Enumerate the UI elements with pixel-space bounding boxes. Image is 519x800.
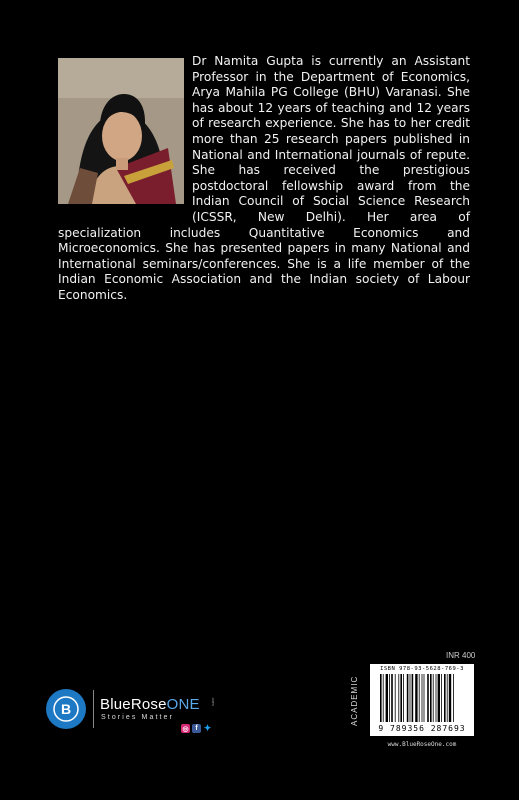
photo-spacer bbox=[58, 54, 192, 212]
publisher-tagline: Stories Matter bbox=[101, 714, 174, 721]
barcode-bar bbox=[383, 674, 384, 722]
instagram-icon: ◎ bbox=[182, 725, 189, 733]
barcode-bar bbox=[438, 674, 440, 722]
isbn-label: ISBN 978-93-5628-769-3 bbox=[380, 666, 464, 672]
barcode-bar bbox=[436, 674, 437, 722]
barcode-bar bbox=[430, 674, 432, 722]
barcode-bar bbox=[395, 674, 396, 722]
barcode-bar bbox=[424, 674, 425, 722]
barcode-bar bbox=[453, 674, 454, 722]
facebook-icon: f bbox=[192, 724, 201, 733]
barcode-bar bbox=[391, 674, 393, 722]
genre-label: ACADEMIC bbox=[350, 675, 359, 727]
price-label: INR 400 bbox=[446, 651, 476, 660]
barcode-bar bbox=[400, 674, 402, 722]
barcode-bar bbox=[386, 674, 388, 722]
logo-divider bbox=[93, 690, 94, 728]
publisher-logo-icon bbox=[46, 689, 86, 729]
barcode-bar bbox=[380, 674, 382, 722]
publisher-name bbox=[100, 696, 200, 713]
logo-letter: B bbox=[60, 701, 72, 717]
barcode-bar bbox=[410, 674, 411, 722]
barcode-bar bbox=[427, 674, 429, 722]
barcode-bar bbox=[433, 674, 434, 722]
barcode-bar bbox=[403, 674, 404, 722]
publisher-name-part2: ONE bbox=[166, 696, 200, 713]
social-icons bbox=[181, 724, 212, 733]
barcode-bar bbox=[444, 674, 446, 722]
barcode-bars bbox=[380, 674, 464, 724]
publisher-name-part1: BlueRose bbox=[100, 696, 167, 713]
barcode-bar bbox=[419, 674, 420, 722]
barcode-bar bbox=[389, 674, 390, 722]
barcode-bar bbox=[407, 674, 409, 722]
barcode-digits: 9 789356 287693 bbox=[378, 724, 466, 733]
publisher-com-suffix: .com bbox=[211, 697, 216, 706]
barcode-bar bbox=[447, 674, 448, 722]
barcode-bar bbox=[422, 674, 423, 722]
bio-text: Dr Namita Gupta is currently an Assistant Professor in the Department of Economics, Arya Mahila PG College (BHU) Varanasi. She has about 12 years of teaching and 12 years of research experience. She has to her credit more than 25 research papers published in National and International journals of repute. She has received the prestigious postdoctoral fellowship award from the Indian Council of Social Science Research (ICSSR, New Delhi). Her area of specialization includes Quantitative Economics and Microeconomics. She has presented papers in many National and International seminars/conferences. She is a life member of the Indian Economic Association and the Indian society of Labour Economics. bbox=[58, 54, 470, 302]
barcode-bar bbox=[415, 674, 417, 722]
publisher-website: www.BlueRoseOne.com bbox=[387, 741, 457, 748]
isbn-barcode bbox=[370, 664, 474, 736]
barcode-bar bbox=[412, 674, 414, 722]
barcode-bar bbox=[441, 674, 442, 722]
barcode-bar bbox=[398, 674, 399, 722]
barcode-bar bbox=[449, 674, 451, 722]
twitter-icon: ✦ bbox=[203, 723, 212, 733]
author-bio bbox=[58, 54, 470, 304]
